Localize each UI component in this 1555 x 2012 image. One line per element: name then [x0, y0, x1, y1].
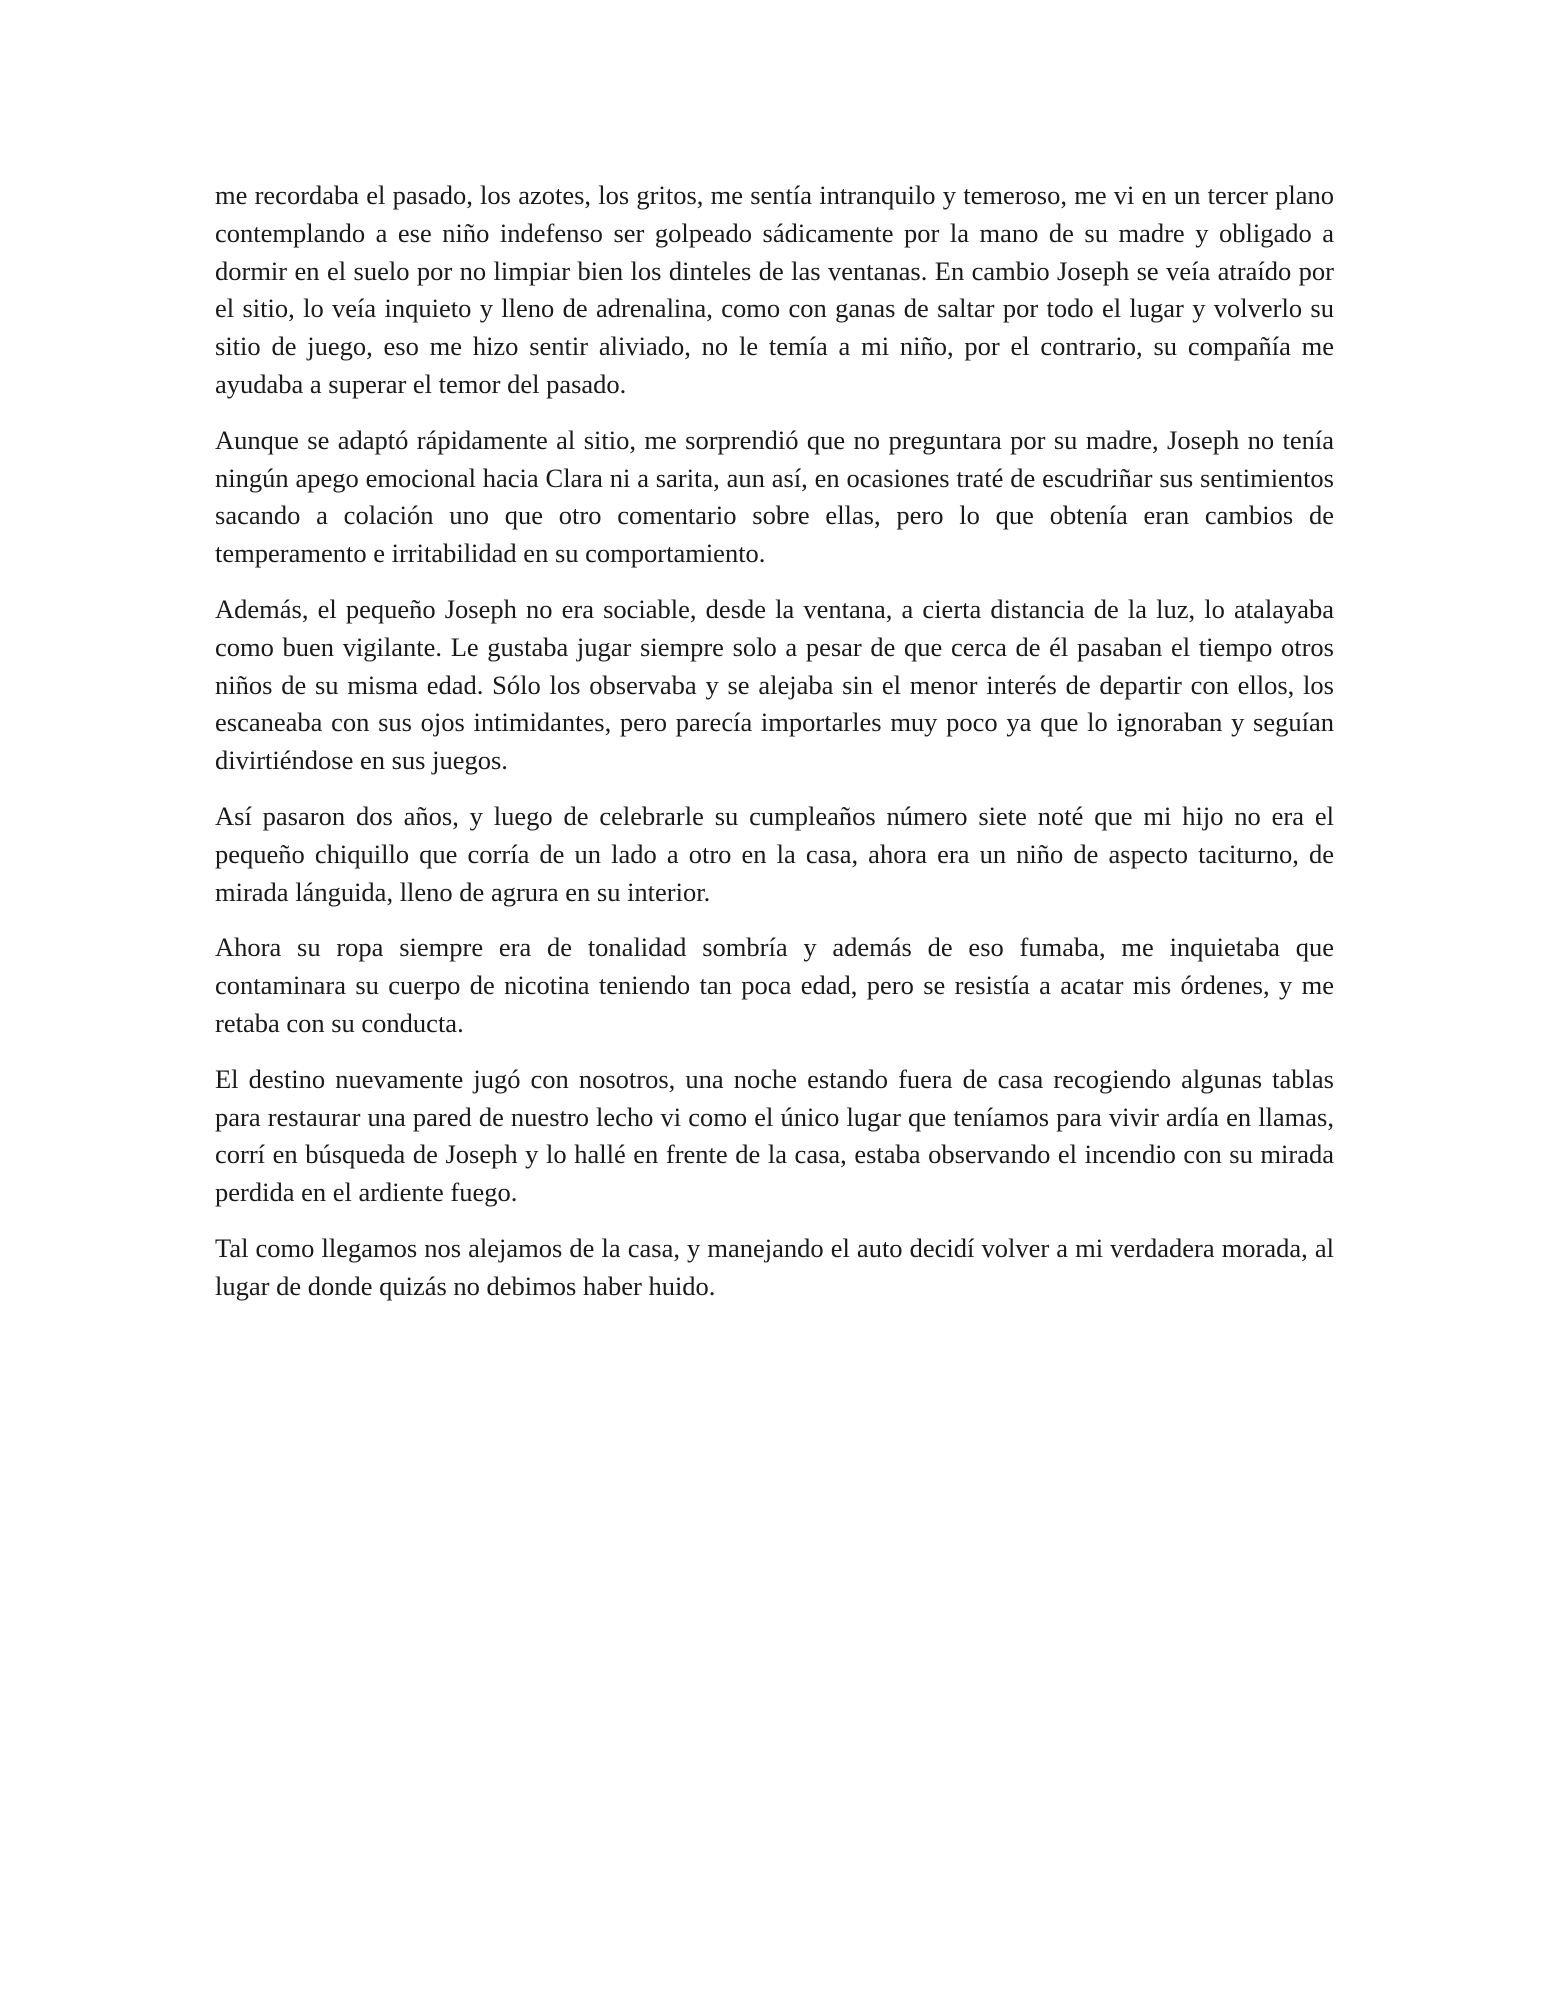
paragraph-4: Así pasaron dos años, y luego de celebrarle su cumpleaños número siete noté que mi hijo no era el pequeño chiquillo que corría de un lado a otro en la casa, ahora era un niño de aspecto taciturno, de mirada lánguida, lleno de agrura en su interior.	[215, 800, 1334, 907]
paragraph-6: El destino nuevamente jugó con nosotros, una noche estando fuera de casa recogiendo algunas tablas para restaurar una pared de nuestro lecho vi como el único lugar que teníamos para vivir ardía en llamas, corrí en búsqueda de Joseph y lo hallé en frente de la casa, estaba observando el incendio con su mirada perdida en el ardiente fuego.	[215, 1063, 1334, 1208]
paragraph-2: Aunque se adaptó rápidamente al sitio, me sorprendió que no preguntara por su madre, Joseph no tenía ningún apego emocional hacia Clara ni a sarita, aun así, en ocasiones traté de escudriñar sus sentimientos sacando a colación uno que otro comentario sobre ellas, pero lo que obtenía eran cambios de temperamento e irritabilidad en su comportamiento.	[215, 424, 1334, 569]
paragraph-5: Ahora su ropa siempre era de tonalidad sombría y además de eso fumaba, me inquietaba que contaminara su cuerpo de nicotina teniendo tan poca edad, pero se resistía a acatar mis órdenes, y me retaba con su conducta.	[215, 932, 1334, 1038]
paragraph-7: Tal como llegamos nos alejamos de la casa, y manejando el auto decidí volver a mi verdadera morada, al lugar de donde quizás no debimos haber huido.	[215, 1232, 1334, 1301]
document-body	[215, 177, 1334, 1324]
paragraph-1: me recordaba el pasado, los azotes, los gritos, me sentía intranquilo y temeroso, me vi en un tercer plano contemplando a ese niño indefenso ser golpeado sádicamente por la mano de su madre y obligado a dormir en el suelo por no limpiar bien los dinteles de las ventanas. En cambio Joseph se veía atraído por el sitio, lo veía inquieto y lleno de adrenalina, como con ganas de saltar por todo el lugar y volverlo su sitio de juego, eso me hizo sentir aliviado, no le temía a mi niño, por el contrario, su compañía me ayudaba a superar el temor del pasado.	[215, 180, 1334, 399]
paragraph-3: Además, el pequeño Joseph no era sociable, desde la ventana, a cierta distancia de la luz, lo atalayaba como buen vigilante. Le gustaba jugar siempre solo a pesar de que cerca de él pasaban el tiempo otros niños de su misma edad. Sólo los observaba y se alejaba sin el menor interés de departir con ellos, los escaneaba con sus ojos intimidantes, pero parecía importarles muy poco ya que lo ignoraban y seguían divirtiéndose en sus juegos.	[215, 593, 1334, 776]
